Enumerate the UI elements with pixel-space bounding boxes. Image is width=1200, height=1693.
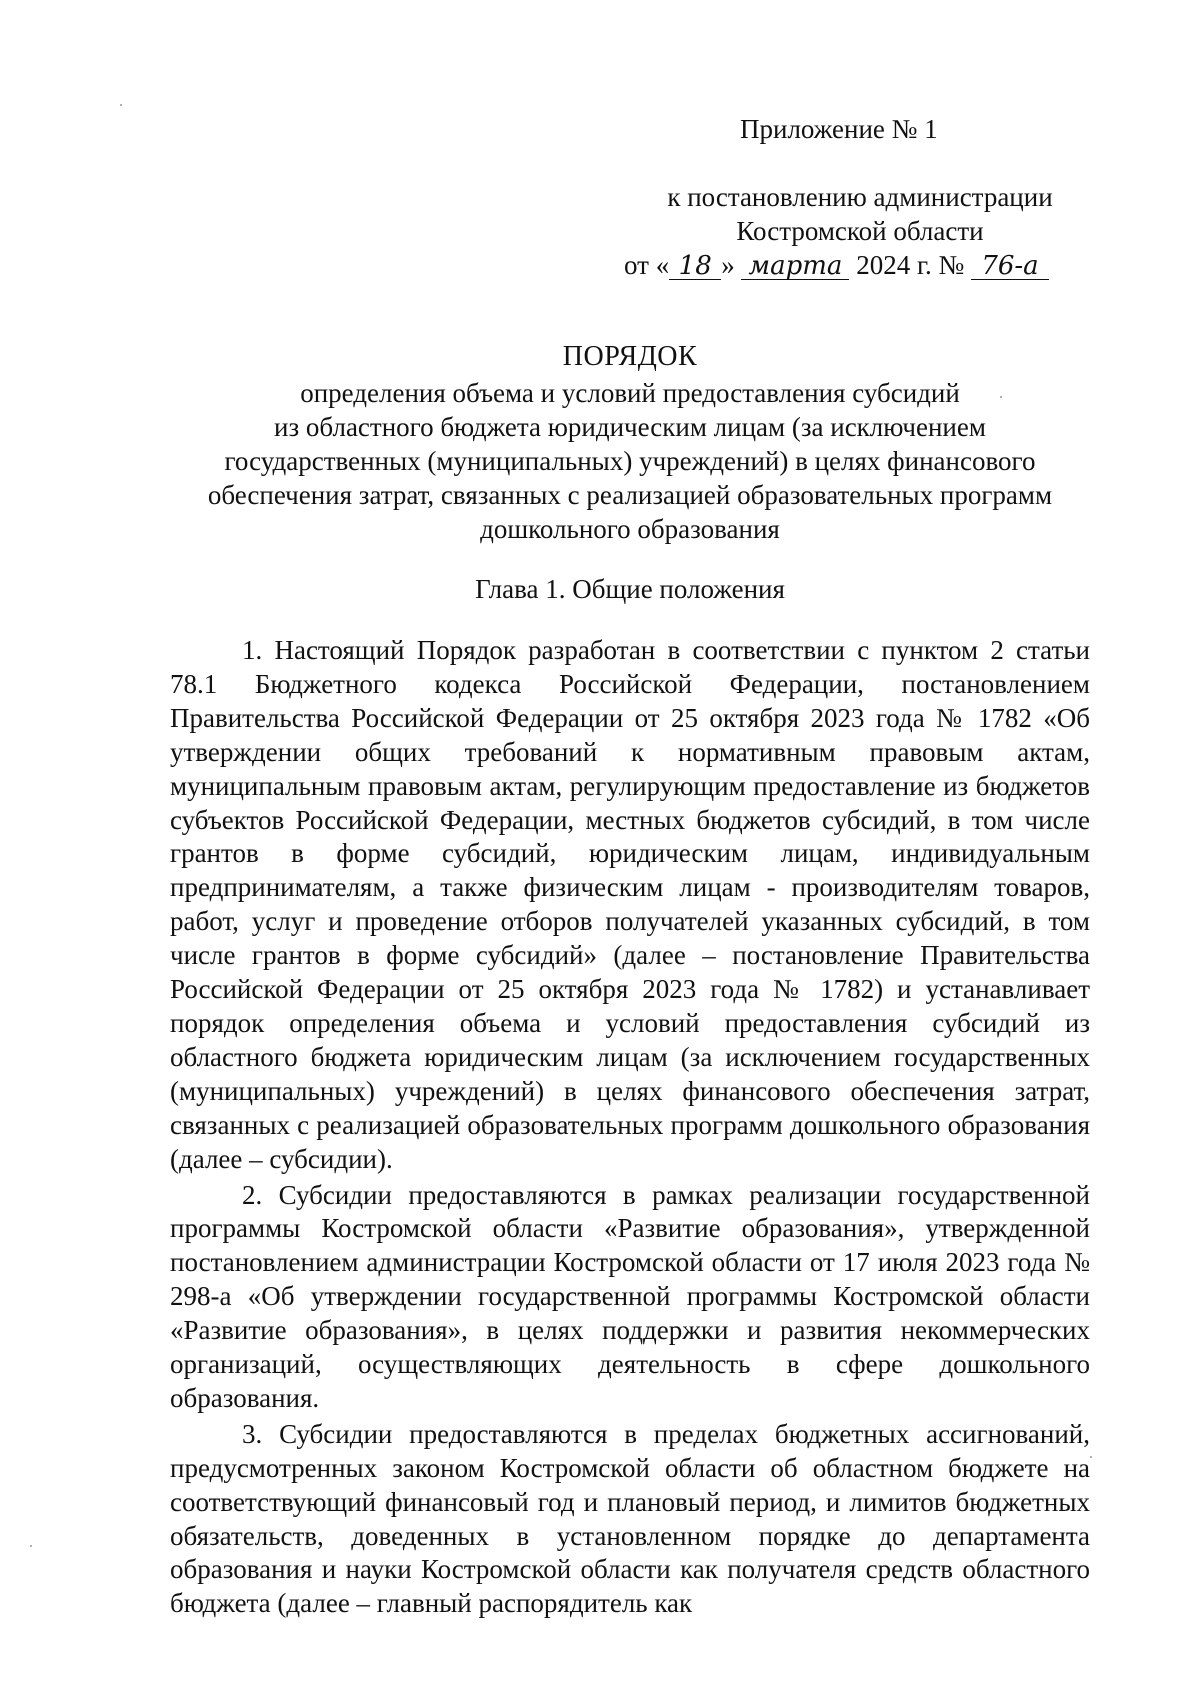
handwritten-doc-number: 76-а <box>971 253 1049 280</box>
approval-date-line <box>600 248 1120 282</box>
paragraph-2: 2. Субсидии предоставляются в рамках реализации государственной программы Костромской области «Развитие образования», утвержденной постановлением администрации Костромской области от 17 июля 2023 года № 298-а «Об утверждении государственной программы Костромской области «Развитие образования», в целях поддержки и развития некоммерческих организаций, осуществляющих деятельность в сфере дошкольного образования. <box>170 1179 1090 1413</box>
scan-speck <box>30 1545 32 1547</box>
handwritten-day: 18 <box>669 253 721 280</box>
handwritten-month: марта <box>741 253 849 280</box>
date-year: 2024 г. № <box>856 250 965 280</box>
scan-speck <box>1000 396 1002 398</box>
approval-line-1: к постановлению администрации <box>667 182 1053 212</box>
approval-line-2: Костромской области <box>736 216 984 246</box>
date-mid: » <box>721 250 735 280</box>
paragraph-3: 3. Субсидии предоставляются в пределах бюджетных ассигнований, предусмотренных законом Костромской области об областном бюджете на соответствующий финансовый год и плановый период, и лимитов бюджетных обязательств, доведенных в установленном порядке до департамента образования и науки Костромской области как получателя средств областного бюджета (далее – главный распорядитель как <box>170 1418 1090 1619</box>
date-prefix: от « <box>624 250 670 280</box>
title-line: из областного бюджета юридическим лицам (за исключением <box>274 412 986 442</box>
document-body <box>170 634 1090 1623</box>
document-title <box>170 340 1090 546</box>
scan-speck <box>120 104 122 106</box>
paragraph-1: 1. Настоящий Порядок разработан в соответствии с пунктом 2 статьи 78.1 Бюджетного кодекса Российской Федерации, постановлением Правительства Российской Федерации от 25 октября 2023 года № 1782 «Об утверждении общих требований к нормативным правовым актам, муниципальным правовым актам, регулирующим предоставление из бюджетов субъектов Российской Федерации, местных бюджетов субсидий, в том числе грантов в форме субсидий, юридическим лицам, индивидуальным предпринимателям, а также физическим лицам - производителям товаров, работ, услуг и проведение отборов получателей указанных субсидий, в том числе грантов в форме субсидий» (далее – постановление Правительства Российской Федерации от 25 октября 2023 года № 1782) и устанавливает порядок определения объема и условий предоставления субсидий из областного бюджета юридическим лицам (за исключением государственных (муниципальных) учреждений) в целях финансового обеспечения затрат, связанных с реализацией образовательных программ дошкольного образования (далее – субсидии). <box>170 635 1090 1174</box>
scan-speck <box>1090 1456 1092 1458</box>
title-line: государственных (муниципальных) учреждений) в целях финансового <box>224 446 1036 476</box>
approval-block <box>600 180 1120 282</box>
title-line: обеспечения затрат, связанных с реализацией образовательных программ <box>207 480 1053 510</box>
appendix-label: Приложение № 1 <box>740 114 938 144</box>
title-line: дошкольного образования <box>480 514 780 544</box>
title-line: определения объема и условий предоставления субсидий <box>300 378 960 408</box>
chapter-heading: Глава 1. Общие положения <box>475 574 785 604</box>
title-heading: ПОРЯДОК <box>562 341 698 372</box>
